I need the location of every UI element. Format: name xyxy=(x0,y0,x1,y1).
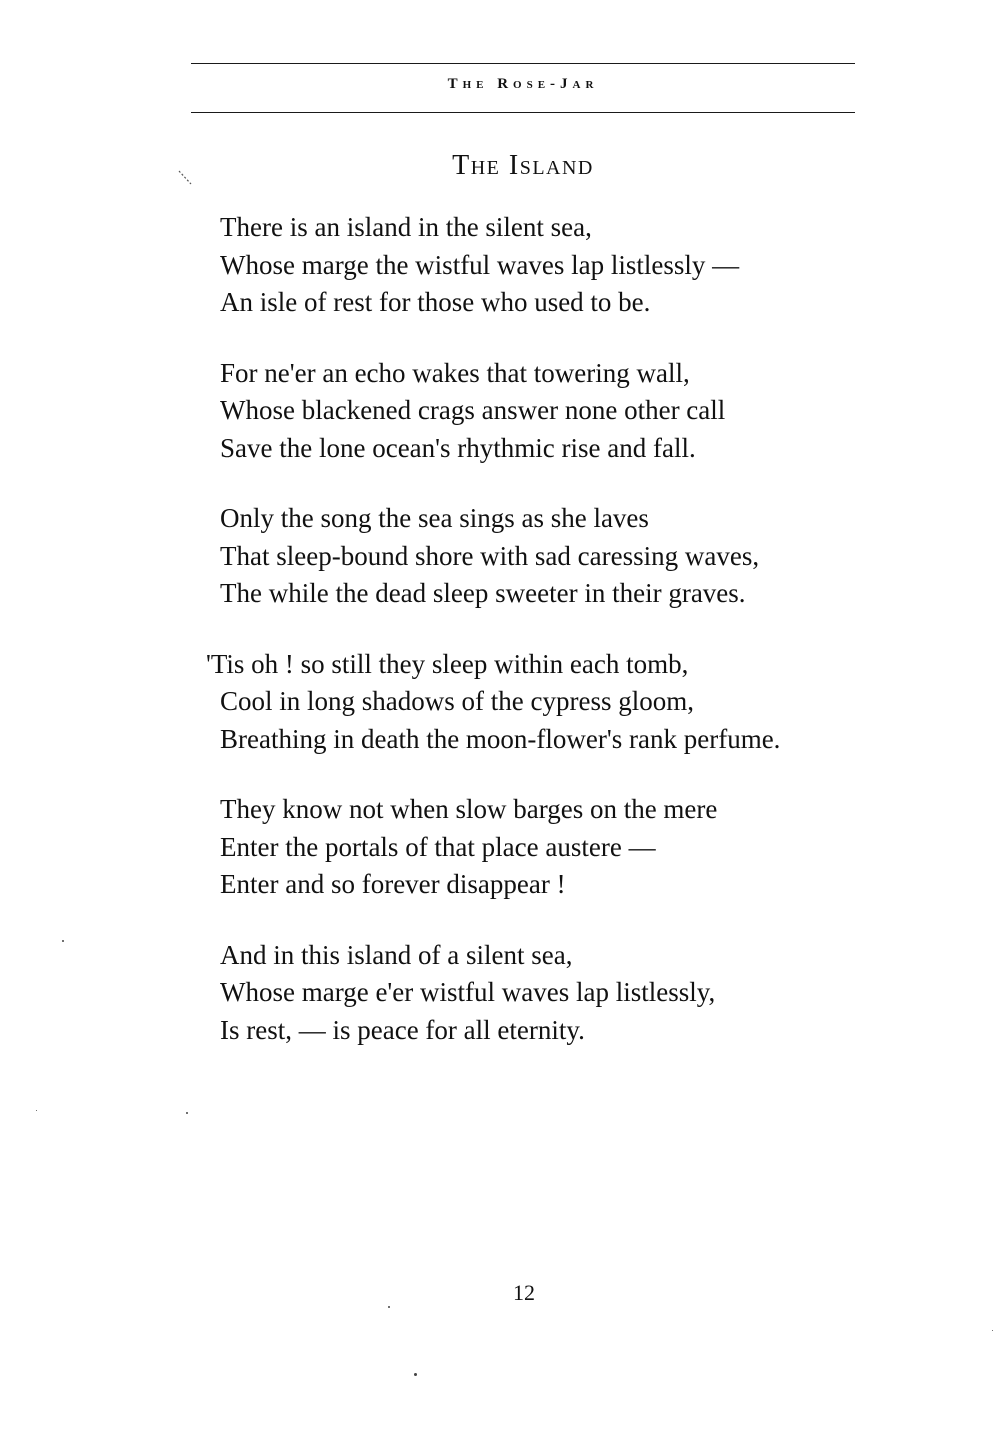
stanza xyxy=(220,937,880,1050)
paper-speck xyxy=(388,1306,390,1308)
running-head: The Rose-Jar xyxy=(447,76,599,92)
poem-line: Whose marge e'er wistful waves lap listlessly, xyxy=(220,977,716,1007)
poem-line: They know not when slow barges on the mere xyxy=(220,794,718,824)
stanza xyxy=(220,791,880,904)
poem-title: The Island xyxy=(452,150,594,181)
poem-line: That sleep-bound shore with sad caressing waves, xyxy=(220,540,760,571)
poem-line: Enter the portals of that place austere — xyxy=(220,831,656,862)
paper-speck xyxy=(414,1373,417,1376)
poem-line: Whose blackened crags answer none other call xyxy=(220,395,726,425)
poem-line: Whose marge the wistful waves lap listlessly — xyxy=(220,249,740,280)
poem-line: An isle of rest for those who used to be. xyxy=(220,287,651,317)
stanza xyxy=(220,355,880,468)
poem-line: The while the dead sleep sweeter in their graves. xyxy=(220,578,746,608)
poem-line: Enter and so forever disappear ! xyxy=(220,869,566,899)
poem-line: 'Tis oh ! so still they sleep within each tomb, xyxy=(206,648,689,679)
poem-line: Breathing in death the moon-flower's rank perfume. xyxy=(220,723,781,754)
paper-speck xyxy=(186,1112,188,1114)
poem-line: For ne'er an echo wakes that towering wall, xyxy=(220,357,690,388)
poem-line: Only the song the sea sings as she laves xyxy=(220,503,649,533)
poem-line: And in this island of a silent sea, xyxy=(220,939,573,970)
stanza xyxy=(220,500,880,613)
poem-line: Save the lone ocean's rhythmic rise and fall. xyxy=(220,432,696,463)
paper-speck xyxy=(992,1330,993,1331)
header-rule-top xyxy=(191,63,855,64)
paper-speck xyxy=(36,1110,37,1111)
poem-line: Is rest, — is peace for all eternity. xyxy=(220,1014,585,1045)
stanza xyxy=(206,646,880,759)
poem-body xyxy=(206,209,880,1082)
header-rule-bottom xyxy=(191,112,855,113)
poem-line: There is an island in the silent sea, xyxy=(220,212,592,242)
stanza xyxy=(220,209,880,322)
page-number: 12 xyxy=(513,1280,535,1305)
paper-speck xyxy=(62,940,64,942)
poem-line: Cool in long shadows of the cypress gloom, xyxy=(220,686,694,716)
